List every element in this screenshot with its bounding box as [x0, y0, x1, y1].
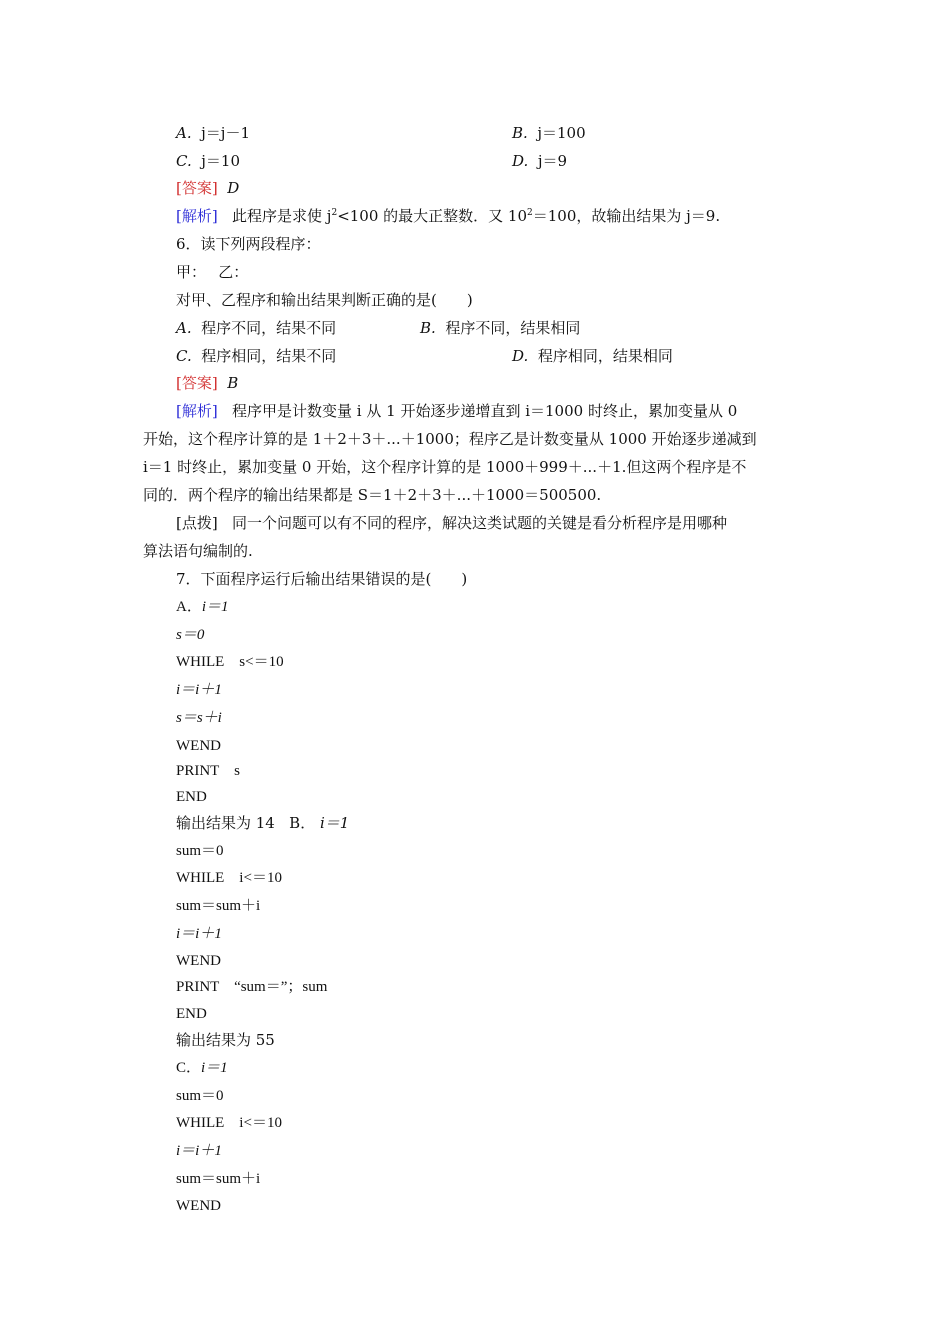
q6-tip-line2: 算法语句编制的. — [143, 542, 253, 560]
q5-answer-value: D — [227, 179, 240, 197]
q6-option-b — [420, 318, 580, 338]
code-line: i＝1 — [201, 599, 229, 615]
q6-option-c — [176, 346, 336, 366]
code-line: sum＝sum＋i — [176, 898, 261, 914]
code-line: i＝i＋1 — [176, 926, 222, 942]
q5-answer-tag: [答案] — [176, 179, 218, 197]
q6-analysis-line2: 开始，这个程序计算的是 1＋2＋3＋...＋1000；程序乙是计数变量从 1000 开始逐步递减到 — [143, 430, 757, 448]
q6-option-d-letter: D. — [512, 347, 529, 365]
q5-option-d-text: j＝9 — [537, 152, 568, 170]
q6-option-d-text: 程序相同，结果相同 — [537, 347, 673, 365]
code-line: WEND — [176, 1198, 221, 1214]
code-line: WEND — [176, 953, 221, 969]
code-line: WHILE s<＝10 — [176, 654, 284, 670]
q5-analysis-part1: 此程序是求使 j — [232, 207, 332, 225]
q7-stem: 7．下面程序运行后输出结果错误的是( ) — [176, 570, 468, 588]
q5-option-b-text: j＝100 — [537, 124, 586, 142]
q7-c-label: C． — [176, 1060, 202, 1076]
code-line: i＝i＋1 — [176, 1143, 222, 1159]
q6-analysis-text1: 程序甲是计数变量 i 从 1 开始逐步递增直到 i＝1000 时终止，累加变量从 0 — [232, 402, 738, 420]
q6-tip-text1: 同一个问题可以有不同的程序，解决这类试题的关键是看分析程序是用哪种 — [232, 514, 728, 532]
q6-answer-value: B — [227, 374, 239, 392]
code-line: i＝i＋1 — [176, 682, 222, 698]
q7-b-label: B． — [289, 814, 316, 832]
q6-tip-line1 — [176, 513, 727, 533]
code-line: WEND — [176, 738, 221, 754]
q7-c-line1 — [176, 1058, 228, 1078]
q6-question: 对甲、乙程序和输出结果判断正确的是( ) — [176, 291, 473, 309]
q6-analysis-line1 — [176, 401, 737, 421]
q6-option-c-text: 程序相同，结果不同 — [201, 347, 337, 365]
code-line: i＝1 — [201, 1060, 228, 1076]
q6-option-a — [176, 318, 336, 338]
q7-b-result: 输出结果为 55 — [176, 1031, 275, 1049]
q6-option-a-text: 程序不同，结果不同 — [201, 319, 337, 337]
code-line: WHILE i<＝10 — [176, 1115, 282, 1131]
q5-analysis-sup2: 2 — [527, 208, 533, 218]
q5-analysis-sup1: 2 — [331, 208, 338, 218]
q7-a-result-b-start — [176, 813, 349, 833]
q6-stem: 6．读下列两段程序： — [176, 235, 321, 253]
q6-option-a-letter: A. — [176, 319, 192, 337]
q6-option-b-text: 程序不同，结果相同 — [445, 319, 581, 337]
q5-option-c — [176, 151, 240, 171]
q5-option-b — [512, 123, 586, 143]
code-line: WHILE i<＝10 — [176, 870, 282, 886]
q5-analysis-part3: ＝100，故输出结果为 j＝9. — [532, 207, 721, 225]
q6-option-b-letter: B. — [420, 319, 436, 337]
code-line: s＝0 — [176, 627, 205, 643]
code-line: sum＝0 — [176, 1088, 224, 1104]
code-line: PRINT s — [176, 763, 240, 779]
q5-option-a — [176, 123, 250, 143]
code-line: END — [176, 789, 207, 805]
q5-analysis-part2: <100 的最大正整数．又 10 — [337, 207, 528, 225]
q6-tip-tag: [点拨] — [176, 514, 218, 532]
q7-a-line1 — [176, 597, 229, 617]
code-line: i＝1 — [319, 814, 350, 832]
q6-answer — [176, 373, 238, 393]
q5-option-c-text: j＝10 — [201, 152, 241, 170]
q5-option-d-letter: D. — [512, 152, 529, 170]
code-line: s＝s＋i — [176, 710, 222, 726]
q6-option-d — [512, 346, 673, 366]
q6-analysis-line3: i＝1 时终止，累加变量 0 开始，这个程序计算的是 1000＋999＋...＋1.但这两个程序是不 — [143, 458, 747, 476]
q7-a-result: 输出结果为 14 — [176, 814, 275, 832]
code-line: sum＝0 — [176, 843, 224, 859]
q6-option-c-letter: C. — [176, 347, 192, 365]
q5-option-b-letter: B. — [512, 124, 528, 142]
q5-answer — [176, 178, 239, 198]
q5-option-a-letter: A. — [176, 124, 192, 142]
q5-option-c-letter: C. — [176, 152, 192, 170]
q5-analysis-tag: [解析] — [176, 207, 218, 225]
q6-analysis-line4: 同的．两个程序的输出结果都是 S＝1＋2＋3＋...＋1000＝500500. — [143, 486, 602, 504]
q5-option-a-text: j＝j－1 — [201, 124, 251, 142]
code-line: PRINT “sum＝”；sum — [176, 979, 328, 995]
q6-programs: 甲： 乙： — [176, 263, 249, 281]
q7-a-label: A． — [176, 599, 202, 615]
q5-option-d — [512, 151, 567, 171]
code-line: sum＝sum＋i — [176, 1171, 261, 1187]
q6-analysis-tag: [解析] — [176, 402, 218, 420]
code-line: END — [176, 1006, 207, 1022]
q5-analysis — [176, 206, 720, 226]
q6-answer-tag: [答案] — [176, 374, 218, 392]
